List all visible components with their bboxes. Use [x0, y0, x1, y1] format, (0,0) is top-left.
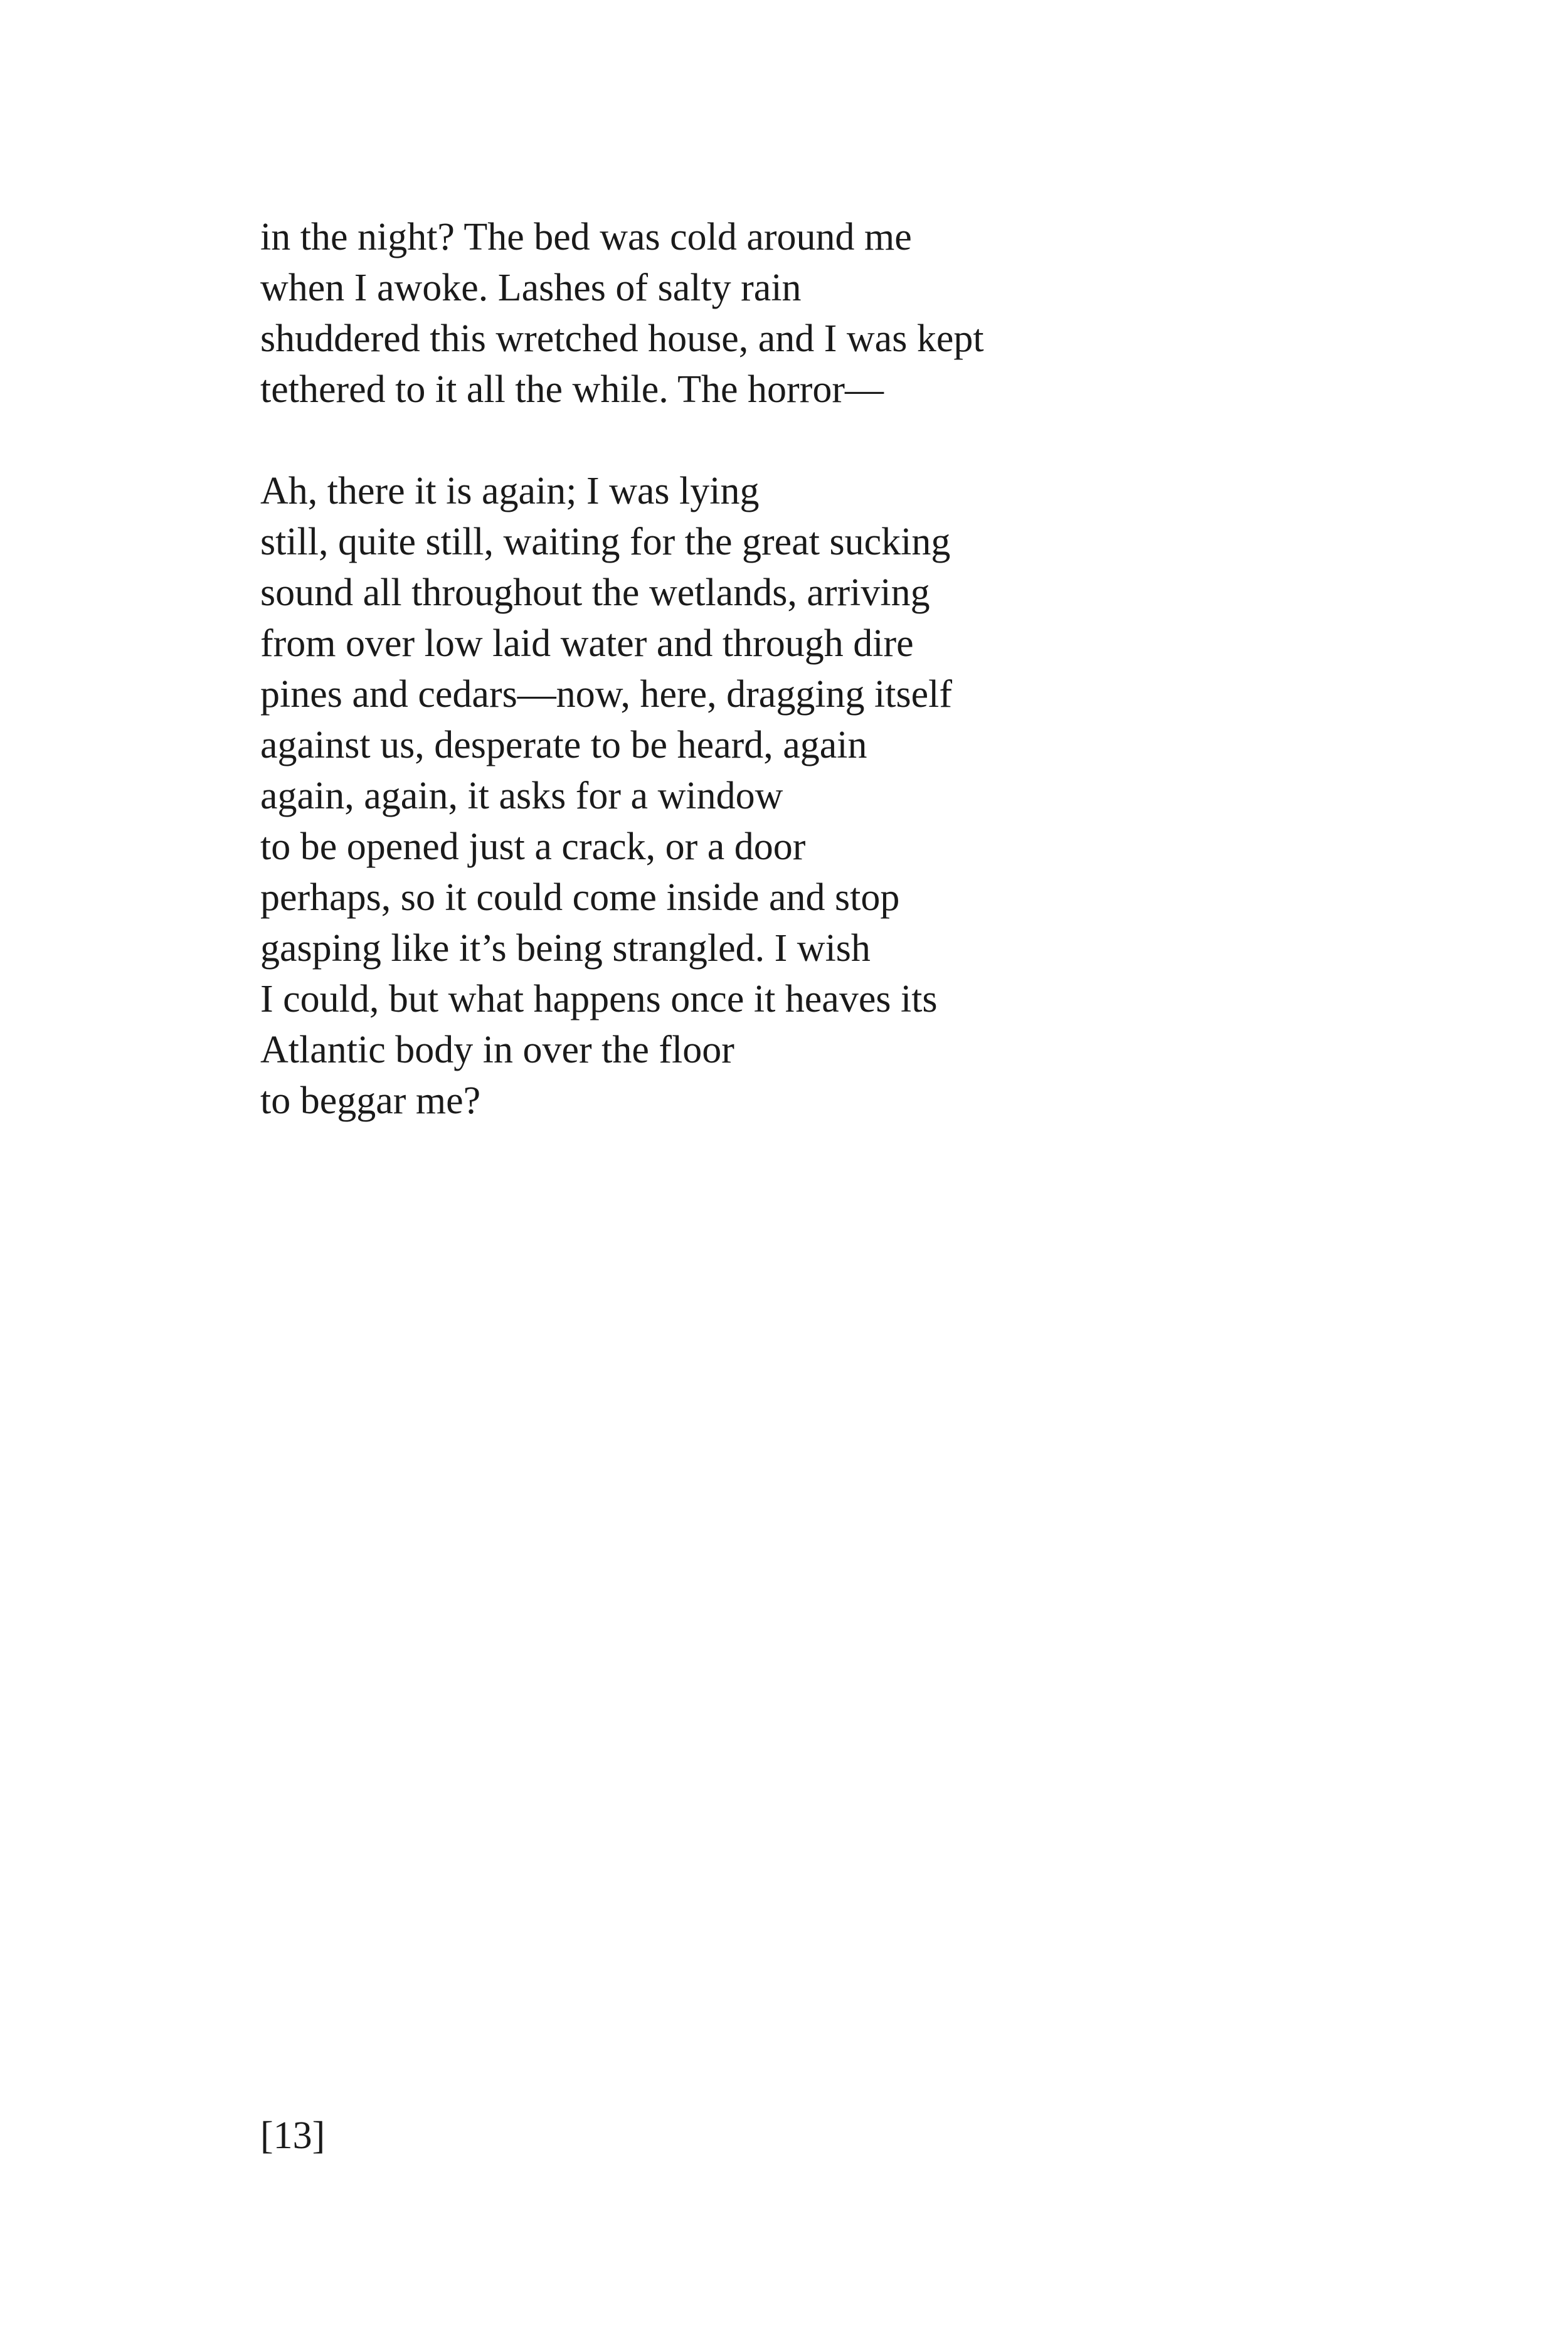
poem-line: sound all throughout the wetlands, arriving [260, 571, 930, 614]
poem-line: again, again, it asks for a window [260, 775, 783, 817]
poem-line: perhaps, so it could come inside and stop [260, 876, 900, 919]
poem-line: pines and cedars—now, here, dragging itself [260, 673, 953, 716]
poem-line: in the night? The bed was cold around me [260, 216, 912, 258]
page-number: [13] [260, 2114, 326, 2157]
poem-line: gasping like it’s being strangled. I wish [260, 927, 871, 970]
stanza-2 [260, 466, 1452, 1126]
poem-line: tethered to it all the while. The horror— [260, 368, 884, 411]
poem-line: Atlantic body in over the floor [260, 1029, 734, 1071]
poem-line: Ah, there it is again; I was lying [260, 470, 760, 512]
poem-line: from over low laid water and through dire [260, 622, 914, 665]
stanza-1 [260, 212, 1452, 415]
poem-line: when I awoke. Lashes of salty rain [260, 267, 802, 309]
poem-line: to be opened just a crack, or a door [260, 825, 806, 868]
poem-line: shuddered this wretched house, and I was kept [260, 317, 984, 360]
poem-line: I could, but what happens once it heaves its [260, 978, 938, 1020]
poem-line: still, quite still, waiting for the great sucking [260, 521, 951, 563]
poem-body [260, 212, 1452, 1126]
poem-line: against us, desperate to be heard, again [260, 724, 867, 766]
poem-line: to beggar me? [260, 1079, 481, 1122]
